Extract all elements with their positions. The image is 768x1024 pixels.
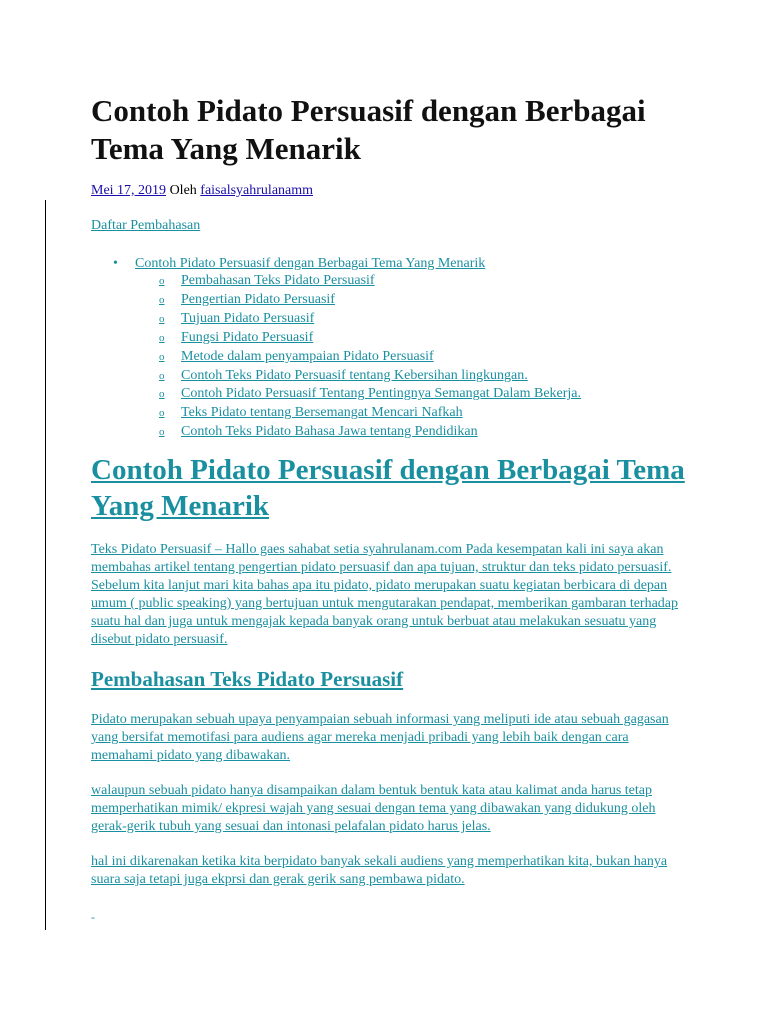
paragraph-1[interactable]: Pidato merupakan sebuah upaya penyampaian sebuah informasi yang meliputi ide atau sebuah gagasan yang bersifat memotifasi para audiens agar mereka menjadi pribadi yang lebih baik dengan cara memahami pidato yang dibawakan.: [91, 712, 669, 763]
post-meta: [91, 182, 313, 200]
circle-bullet-icon: o: [159, 426, 165, 439]
circle-bullet-icon: o: [159, 331, 165, 344]
circle-bullet-icon: o: [159, 293, 165, 306]
circle-bullet-icon: o: [159, 407, 165, 420]
circle-bullet-icon: o: [159, 312, 165, 325]
toc-title[interactable]: Daftar Pembahasan: [91, 218, 201, 233]
margin-rule: [45, 200, 46, 930]
toc-main-item[interactable]: [113, 255, 485, 273]
toc-sub-item[interactable]: o Contoh Teks Pidato Bahasa Jawa tentang Pendidikan: [159, 423, 581, 442]
author-link[interactable]: faisalsyahrulanamm: [200, 183, 314, 198]
circle-bullet-icon: o: [159, 369, 165, 382]
toc-main-link[interactable]: Contoh Pidato Persuasif dengan Berbagai Tema Yang Menarik: [135, 256, 486, 271]
toc-sub-list: [159, 272, 581, 442]
bullet-icon: •: [113, 256, 118, 271]
paragraph-2[interactable]: walaupun sebuah pidato hanya disampaikan dalam bentuk bentuk kata atau kalimat anda harus tetap memperhatikan mimik/ ekpresi wajah yang sesuai dengan tema yang dibawakan yang didukung oleh gerak-gerik tubuh yang sesuai dan intonasi pelafalan pidato harus jelas.: [91, 783, 656, 834]
trailing-mark: -: [91, 910, 95, 924]
by-label: Oleh: [169, 183, 197, 198]
toc-sub-item[interactable]: o Teks Pidato tentang Bersemangat Mencari Nafkah: [159, 404, 581, 423]
toc-sub-item[interactable]: o Pengertian Pidato Persuasif: [159, 291, 581, 310]
paragraph-3[interactable]: hal ini dikarenakan ketika kita berpidato banyak sekali audiens yang memperhatikan kita, bukan hanya suara saja tetapi juga ekprsi dan gerak gerik sang pembawa pidato.: [91, 854, 668, 887]
toc-sub-item[interactable]: o Contoh Teks Pidato Persuasif tentang Kebersihan lingkungan.: [159, 367, 581, 386]
toc-sub-item[interactable]: o Metode dalam penyampaian Pidato Persuasif: [159, 348, 581, 367]
page-title: Contoh Pidato Persuasif dengan Berbagai Tema Yang Menarik: [91, 93, 646, 166]
circle-bullet-icon: o: [159, 275, 165, 287]
toc-sub-item[interactable]: o Tujuan Pidato Persuasif: [159, 310, 581, 329]
subsection-heading[interactable]: Pembahasan Teks Pidato Persuasif: [91, 667, 404, 691]
toc-sub-item[interactable]: o Pembahasan Teks Pidato Persuasif: [159, 272, 581, 291]
circle-bullet-icon: o: [159, 350, 165, 363]
toc-sub-item[interactable]: o Contoh Pidato Persuasif Tentang Pentingnya Semangat Dalam Bekerja.: [159, 385, 581, 404]
circle-bullet-icon: o: [159, 388, 165, 401]
intro-paragraph[interactable]: Teks Pidato Persuasif – Hallo gaes sahabat setia syahrulanam.com Pada kesempatan kali ini saya akan membahas artikel tentang pengertian pidato persuasif dan apa tujuan, struktur dan teks pidato persuasif. Sebelum kita lanjut mari kita bahas apa itu pidato, pidato merupakan suatu kegiatan berbicara di depan umum ( public speaking) yang bertujuan untuk mengutarakan pendapat, memberikan gambaran terhadap suatu hal dan juga untuk mengajak kepada banyak orang untuk berbuat atau melakukan sesuatu yang disebut pidato persuasif.: [91, 542, 679, 647]
section-heading[interactable]: Contoh Pidato Persuasif dengan Berbagai Tema Yang Menarik: [91, 454, 685, 522]
post-date-link[interactable]: Mei 17, 2019: [91, 183, 167, 198]
toc-sub-item[interactable]: o Fungsi Pidato Persuasif: [159, 329, 581, 348]
